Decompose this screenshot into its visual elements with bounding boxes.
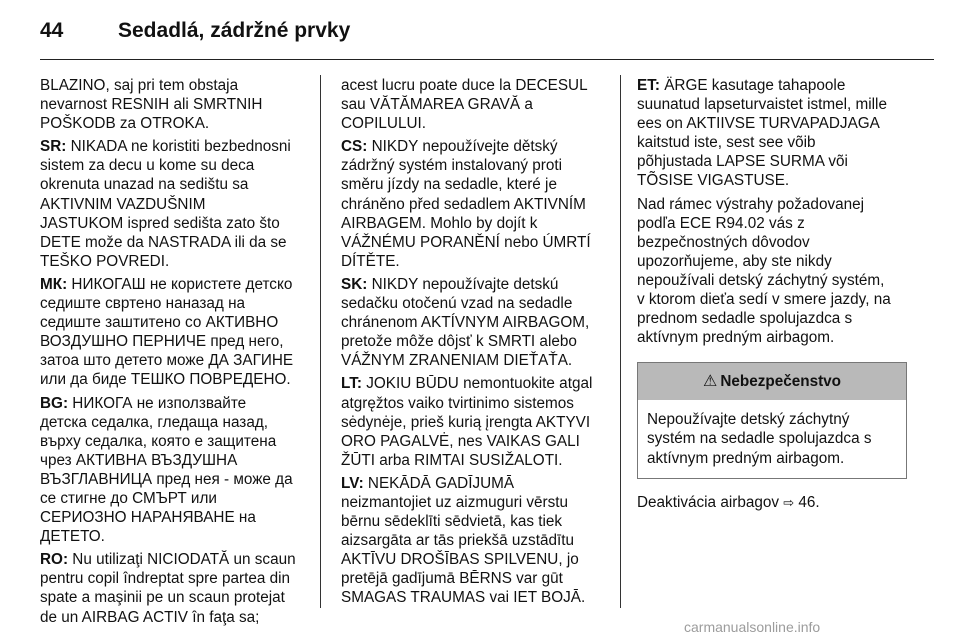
- cross-reference: Deaktivácia airbagov ⇨ 46.: [637, 493, 820, 511]
- paragraph-bg: BG: НИКОГА не използвайте детска седалка, гледаща назад, върху седалка, която е защитена чрез АКТИВНА ВЪЗДУШНА ВЪЗГЛАВНИЦА пред нея - може да се стигне до СМЪРТ или СЕРИОЗНО НАРАНЯВАНЕ на ДЕТЕТО.: [40, 394, 293, 546]
- language-code: BG:: [40, 394, 69, 412]
- column-divider: [320, 75, 321, 608]
- paragraph-sk-notice: Nad rámec výstrahy požadovanej podľa ECE R94.02 vás z bezpečnostných dôvodov upozorňujeme, aby ste nikdy nepoužívali detský záchytný systém, v ktorom dieťa sedí v smere jazdy, na prednom sedadle spolujazdca s aktívnym predným airbagom.: [637, 195, 891, 347]
- column-1: [40, 76, 308, 631]
- paragraph: acest lucru poate duce la DECESUL sau VĂTĂMAREA GRAVĂ a COPILULUI.: [341, 77, 588, 133]
- language-code: CS:: [341, 138, 368, 156]
- paragraph-cs: CS: NIKDY nepoužívejte dětský zádržný systém instalovaný proti směru jízdy na sedadle, které je chráněno před sedadlem AKTIVNÍM AIRBAGEM. Mohlo by dojít k VÁŽNÉMU PORANĚNÍ nebo ÚMRTÍ DÍTĚTE.: [341, 138, 591, 270]
- page-header: [0, 0, 960, 60]
- paragraph-lt: LT: JOKIU BŪDU nemontuokite atgal atgręžtos vaiko tvirtinimo sistemos sėdynėje, prieš kurią įrengta AKTYVI ORO PAGALVĖ, nes VAIKAS GALI ŽŪTI arba RIMTAI SUSIŽALOTI.: [341, 375, 593, 469]
- paragraph-sr: SR: NIKADA ne koristiti bezbednosni sistem za decu u kome su deca okrenuta unazad na sedištu sa AKTIVNIM VAZDUŠNIM JASTUKOM ispred sedišta zato što DETE može da NASTRADA ili da se TEŠKO POVREDI.: [40, 138, 291, 270]
- page-title: Sedadlá, zádržné prvky: [118, 19, 351, 42]
- page-number: 44: [40, 19, 64, 42]
- warning-title: Nebezpečenstvo: [720, 373, 842, 391]
- paragraph-mk: МК: НИКОГАШ не користете детско седиште свртено наназад на седиште заштитено со АКТИВНО ВОЗДУШНО ПЕРНИЧЕ пред него, затоа што детето може ДА ЗАГИНЕ или да биде ТЕШКО ПОВРЕДЕНО.: [40, 275, 294, 389]
- column-3: [637, 76, 907, 516]
- paragraph: BLAZINO, saj pri tem obstaja nevarnost RESNIH ali SMRTNIH POŠKODB za OTROKA.: [40, 77, 263, 133]
- column-2: [341, 76, 607, 612]
- language-code: RO:: [40, 551, 69, 569]
- warning-triangle-icon: ⚠: [702, 373, 718, 391]
- language-code: LT:: [341, 375, 362, 393]
- language-code: SR:: [40, 138, 67, 156]
- paragraph-lv: LV: NEKĀDĀ GADĪJUMĀ neizmantojiet uz aizmuguri vērstu bērnu sēdeklīti sēdvietā, kas tiek aizsargāta ar tās priekšā uzstādītu AKTĪVU DROŠĪBAS SPILVENU, jo pretējā gadījumā BĒRNS var gūt SMAGAS TRAUMAS vai IET BOJĀ.: [341, 474, 586, 607]
- cross-reference-page: 46.: [798, 493, 820, 511]
- language-code: ET:: [637, 77, 660, 94]
- header-divider: [40, 59, 934, 60]
- watermark: carmanualsonline.info: [684, 619, 821, 635]
- language-code: МК:: [40, 275, 68, 293]
- paragraph-et: ET: ÄRGE kasutage tahapoole suunatud lapseturvaistet istmel, mille ees on AKTIIVSE TURVAPADJAGA kaitstud iste, sest see võib põhjustada LAPSE SURMA või TÕSISE VIGASTUSE.: [637, 77, 887, 190]
- column-divider: [620, 75, 621, 608]
- page-reference-arrow-icon: ⇨: [783, 494, 795, 510]
- warning-box: [637, 362, 907, 478]
- warning-text: Nepoužívajte detský záchytný systém na sedadle spolujazdca s aktívnym predným airbagom.: [647, 411, 872, 467]
- paragraph-sk: SK: NIKDY nepoužívajte detskú sedačku otočenú vzad na sedadle chránenom AKTÍVNYM AIRBAGOM, pretože môže dôjsť k SMRTI alebo VÁŽNYM ZRANENIAM DIEŤAŤA.: [341, 275, 590, 370]
- warning-header: [638, 363, 906, 400]
- paragraph-ro: RO: Nu utilizaţi NICIODATĂ un scaun pentru copil îndreptat spre partea din spate a maşinii pe un scaun protejat de un AIRBAG ACTIV în faţa sa;: [40, 551, 296, 626]
- language-code: SK:: [341, 275, 368, 293]
- language-code: LV:: [341, 474, 364, 492]
